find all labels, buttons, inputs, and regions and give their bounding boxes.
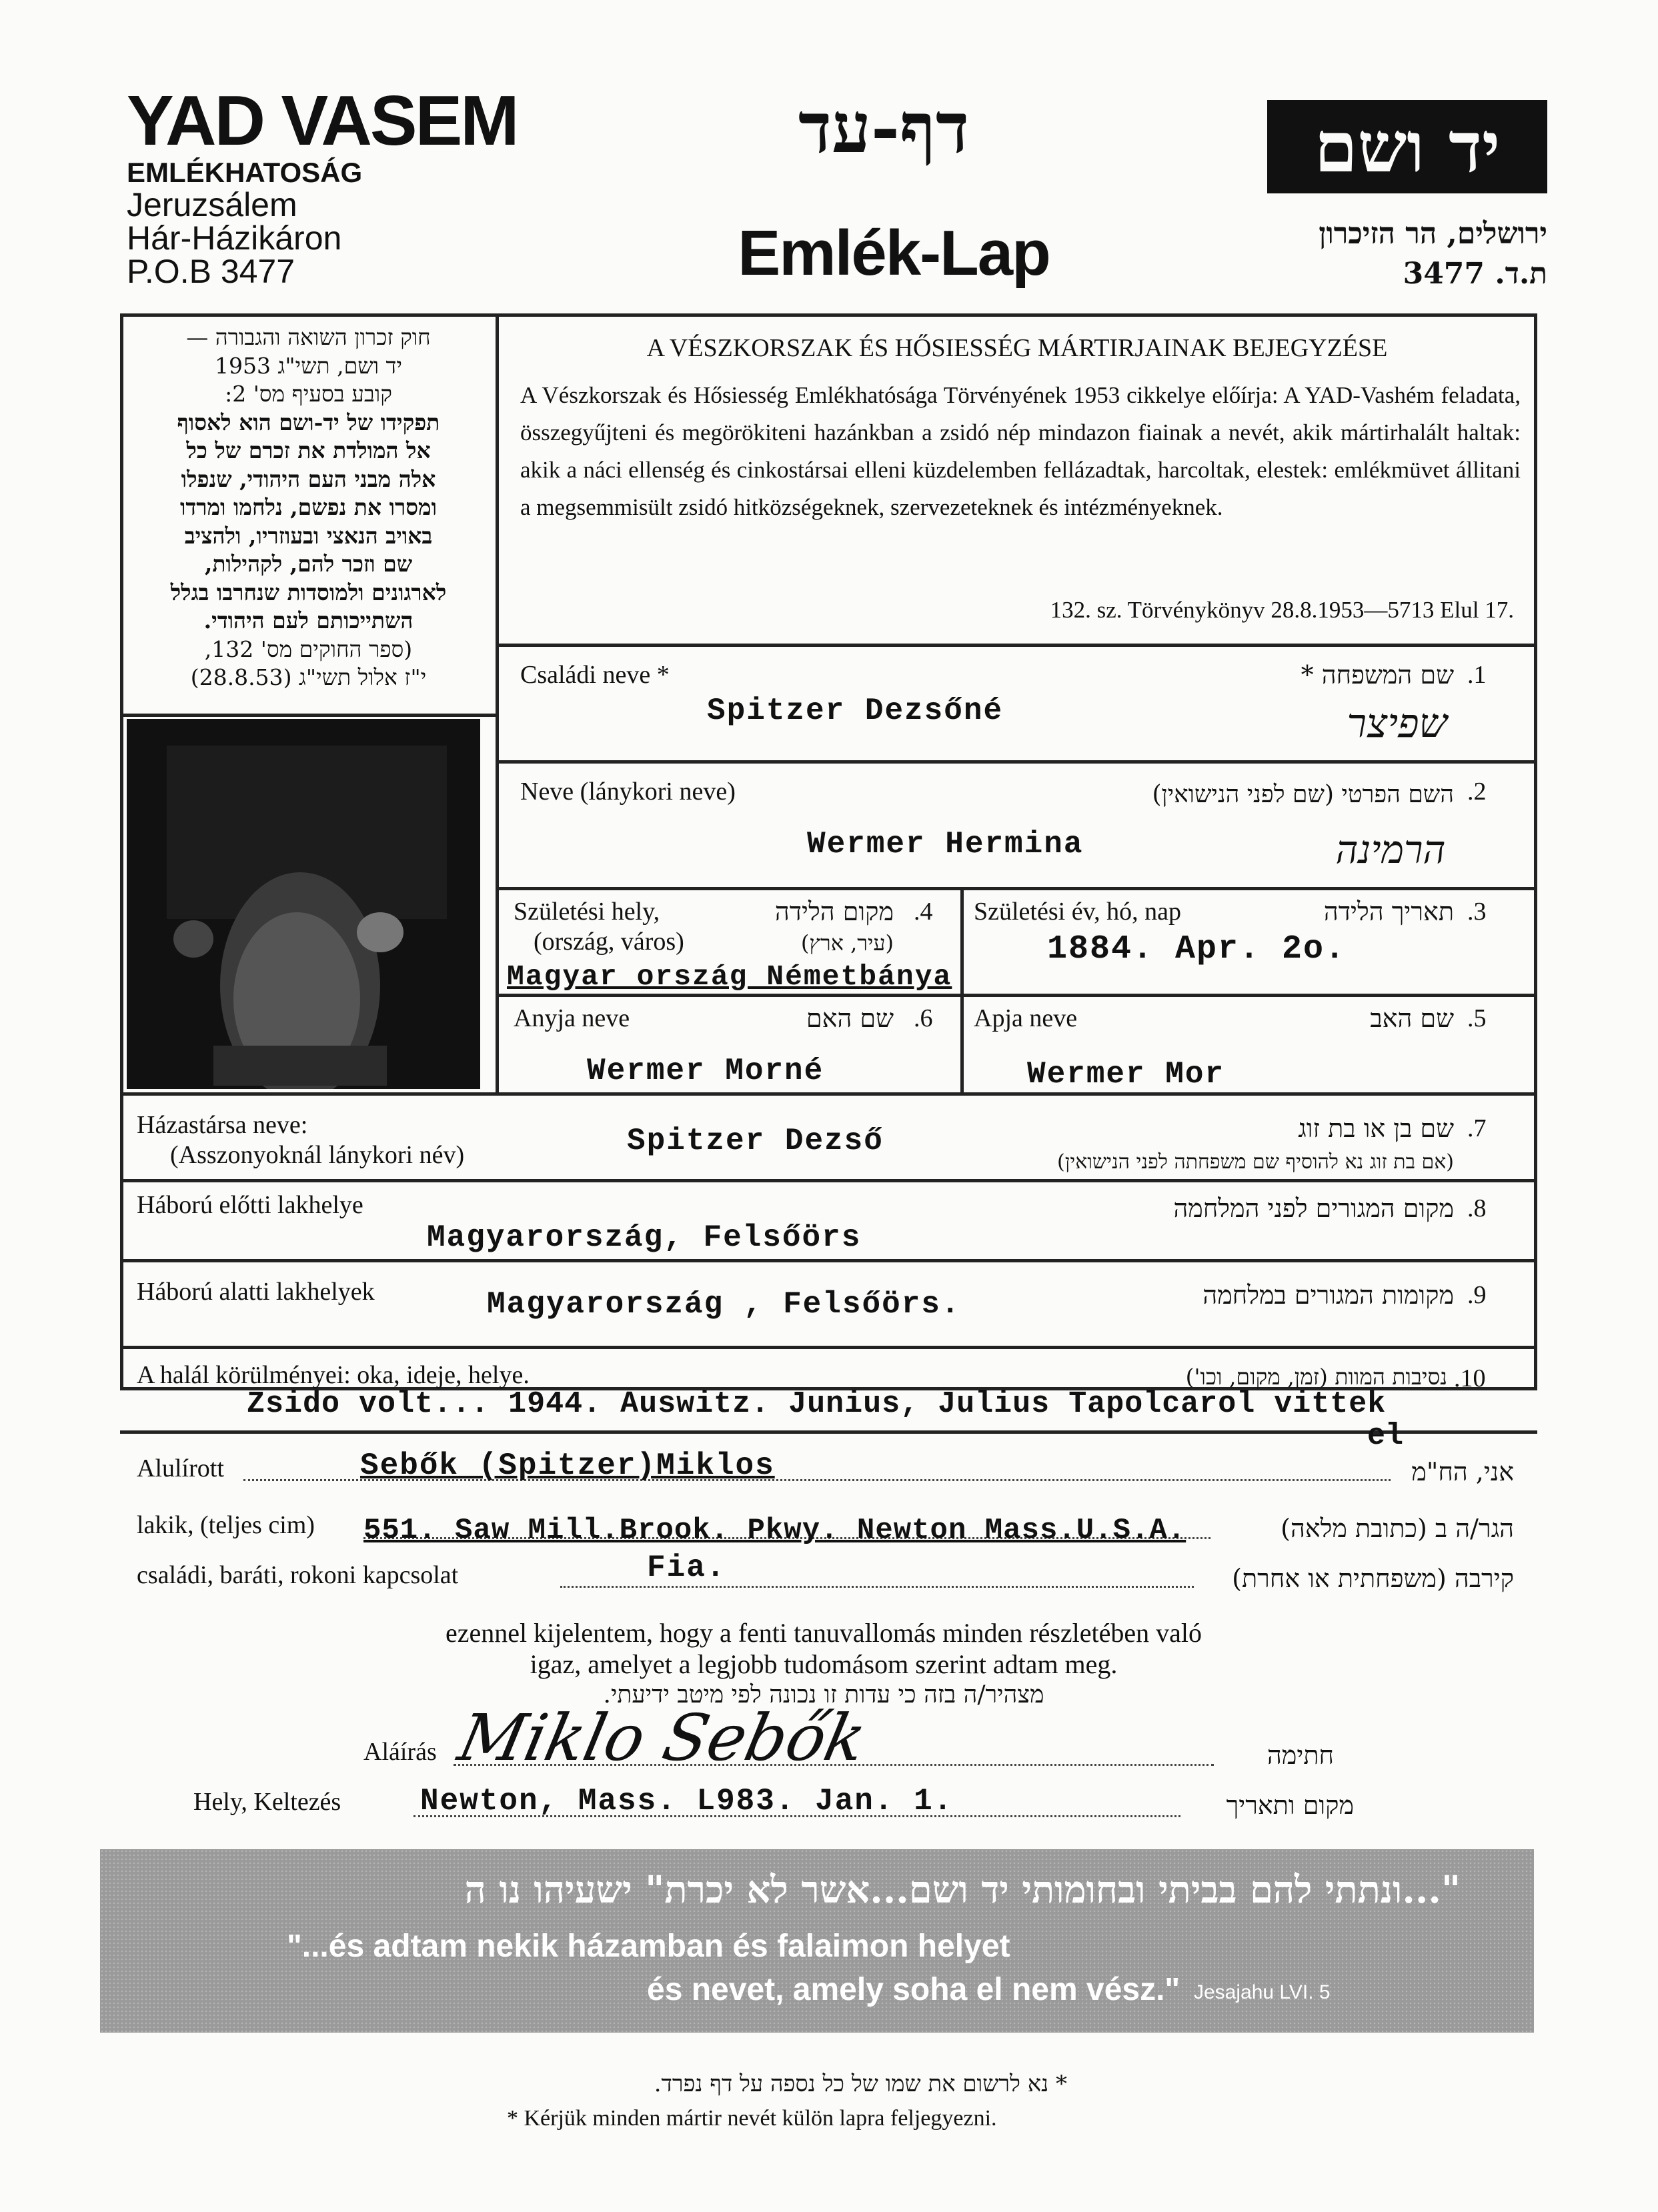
banner-source: Jesajahu LVI. 5 [1194, 1981, 1331, 2003]
intro-body: A Vészkorszak és Hősiesség Emlékhatósága Törvényének 1953 cikkelye előírja: A YAD-Vashém feladata, összegyűjteni és megörökiteni hazánkban a zsidó nép mindazon fiainak a nevét, akik mártirhalált haltak: akik a náci ellenség és cinkostársai elleni küzdelemben fellázadtak, harcoltak, elestek: emlékmüvet állitani a megsemmisült zsidó hitközségeknek, szervezeteknek és intézményeknek. [520, 382, 1521, 520]
law-line: (ספר החוקים מס' 132, [204, 636, 413, 662]
birth-place-label-2: (ország, város) [534, 928, 684, 956]
undersigned-value: Sebők (Spitzer)Miklos [360, 1448, 775, 1483]
signature-heb: חתימה [1267, 1741, 1334, 1770]
org-city: Jeruzsálem [127, 186, 297, 223]
org-authority: EMLÉKHATOSÁG [127, 157, 363, 188]
mother-name-value: Wermer Morné [587, 1054, 824, 1088]
org-pob: P.O.B 3477 [127, 253, 295, 290]
law-line: חוק זכרון השואה והגבורה — [186, 324, 431, 350]
father-name-heb: שם האב [1370, 1004, 1454, 1033]
field-num: .4 [914, 898, 933, 926]
victim-photo [127, 719, 480, 1089]
spouse-value: Spitzer Dezső [627, 1124, 884, 1158]
spouse-heb: שם בן או בת זוג [1298, 1114, 1454, 1143]
banner-line-1: "...és adtam nekik házamban és falaimon helyet [287, 1929, 1010, 1964]
wartime-residence-heb: מקומות המגורים במלחמה [1202, 1280, 1454, 1310]
place-date-heb: מקום ותאריך [1226, 1791, 1354, 1820]
death-circumstances-heb: נסיבות המוות (זמן, מקום, וכו') [1185, 1364, 1447, 1390]
wartime-residence-value: Magyarország , Felsőörs. [487, 1287, 961, 1322]
field-num: .7 [1467, 1114, 1487, 1142]
law-line: י"ז אלול תשי"ג (28.8.53) [190, 664, 427, 690]
field-num: .1 [1467, 661, 1487, 689]
mother-name-heb: שם האם [806, 1004, 894, 1033]
relation-label: családi, baráti, rokoni kapcsolat [137, 1561, 459, 1589]
form-title: Emlék-Lap [738, 217, 1050, 289]
header-left [127, 81, 518, 290]
spouse-label-2: (Asszonyoknál lánykori név) [170, 1141, 465, 1169]
field-num: .8 [1467, 1194, 1487, 1222]
address-value: 551. Saw Mill.Brook. Pkwy. Newton Mass.U.S.A. [363, 1514, 1186, 1547]
family-name-label: Családi neve * [520, 661, 670, 689]
pob-hebrew: ת.ד. 3477 [1403, 257, 1547, 291]
birth-place-heb: מקום הלידה [774, 897, 894, 926]
law-line: ומסרו את נפשם, נלחמו ומרדו [179, 494, 438, 520]
banner-hebrew: "...ונתתי להם בביתי ובחומותי יד ושם...אשר לא יכרת" ישעיהו נו ה [464, 1868, 1461, 1912]
field-num: .2 [1467, 778, 1487, 806]
family-name-heb: שם המשפחה * [1301, 660, 1454, 690]
relation-value: Fia. [647, 1550, 726, 1585]
spouse-label: Házastársa neve: [137, 1111, 308, 1139]
field-num: .10 [1454, 1364, 1486, 1392]
field-num: .9 [1467, 1281, 1487, 1309]
law-line: השתייכותם לעם היהודי. [203, 608, 413, 634]
banner-line-2: és nevet, amely soha el nem vész." [647, 1972, 1180, 2007]
law-box [133, 323, 484, 692]
field-num: .6 [914, 1004, 933, 1032]
field-num: .5 [1467, 1004, 1487, 1032]
law-line: שם וזכר להם, לקהילות, [204, 551, 413, 577]
law-line: תפקידו של יד-ושם הוא לאסוף [177, 409, 440, 435]
given-name-label: Neve (lánykori neve) [520, 778, 736, 806]
address-label: lakik, (teljes cim) [137, 1511, 315, 1539]
father-name-label: Apja neve [974, 1004, 1078, 1032]
birth-date-value: 1884. Apr. 2o. [1047, 930, 1347, 968]
footer-hebrew: * נא לרשום את שמו של כל נספה על דף נפרד. [654, 2071, 1067, 2097]
mother-name-label: Anyja neve [514, 1004, 630, 1032]
logo-text: יד ושם [1314, 105, 1501, 188]
prewar-residence-label: Háború előtti lakhelye [137, 1191, 363, 1219]
undersigned-label: Alulírott [137, 1454, 224, 1482]
birth-place-value: Magyar ország Németbánya [507, 960, 952, 993]
signature-label: Aláírás [363, 1738, 437, 1766]
place-date-label: Hely, Keltezés [193, 1788, 341, 1816]
law-line: באויב הנאצי ובעוזריו, ולהציב [184, 522, 433, 549]
law-line: אלה מבני העם היהודי, שנפלו [181, 465, 436, 492]
declaration-2: igaz, amelyet a legjobb tudomásom szerint adtam meg. [530, 1649, 1118, 1679]
address-hebrew: ירושלים, הר הזיכרון [1319, 217, 1547, 251]
yad-vashem-logo [1267, 100, 1547, 193]
birth-place-label: Születési hely, [514, 898, 660, 926]
death-circumstances-value-2: el [1367, 1419, 1404, 1453]
field-num: .3 [1467, 898, 1487, 926]
given-name-handwritten: הרמינה [1335, 827, 1446, 872]
address-heb: הגר/ה ב (כתובת מלאה) [1281, 1514, 1514, 1543]
undersigned-heb: אני, הח"מ [1411, 1457, 1514, 1486]
family-name-handwritten: שפיצר [1347, 700, 1447, 747]
hebrew-title: דף-עד [798, 87, 969, 169]
relation-heb: קירבה (משפחתית או אחרת) [1232, 1564, 1514, 1593]
given-name-heb: השם הפרטי (שם לפני הנישואין) [1152, 781, 1454, 808]
photo-image [127, 719, 480, 1089]
law-line: אל המולדת את זכרם של כל [186, 437, 431, 463]
declaration-heb: מצהיר/ה בזה כי עדות זו נכונה לפי מיטב ידיעתי. [603, 1681, 1044, 1709]
wartime-residence-label: Háború alatti lakhelyek [137, 1278, 375, 1306]
death-circumstances-value: Zsido volt... 1944. Auswitz. Junius, Julius Tapolcarol vittek [247, 1387, 1387, 1421]
intro-heading: A VÉSZKORSZAK ÉS HŐSIESSÉG MÁRTIRJAINAK BEJEGYZÉSE [646, 334, 1388, 362]
birth-date-label: Születési év, hó, nap [974, 898, 1181, 926]
death-circumstances-label: A halál körülményei: oka, ideje, helye. [137, 1361, 530, 1389]
family-name-value: Spitzer Dezsőné [707, 694, 1004, 728]
father-name-value: Wermer Mor [1027, 1057, 1225, 1092]
signature-value: Miklo Sebők [452, 1701, 873, 1775]
place-date-value: Newton, Mass. L983. Jan. 1. [420, 1784, 954, 1819]
law-line: יד ושם, תשי"ג 1953 [214, 352, 403, 379]
prewar-residence-value: Magyarország, Felsőörs [427, 1220, 862, 1255]
org-title: YAD VASEM [127, 81, 518, 160]
spouse-heb-2: (אם בת זוג נא להוסיף שם משפחתה לפני הנישואין) [1056, 1150, 1454, 1174]
birth-place-heb-2: (עיר, ארץ) [800, 930, 894, 956]
org-hill: Hár-Házikáron [127, 219, 342, 257]
given-name-value: Wermer Hermina [807, 827, 1084, 862]
prewar-residence-heb: מקום המגורים לפני המלחמה [1173, 1194, 1454, 1223]
birth-date-heb: תאריך הלידה [1323, 897, 1454, 926]
quote-banner [100, 1849, 1534, 2033]
law-line: קובע בסעיף מס' 2: [225, 381, 392, 407]
footer-hungarian: * Kérjük minden mártir nevét külön lapra feljegyezni. [507, 2106, 997, 2131]
intro-citation: 132. sz. Törvénykönyv 28.8.1953—5713 Elul 17. [1050, 597, 1514, 623]
declaration-1: ezennel kijelentem, hogy a fenti tanuvallomás minden részletében való [445, 1618, 1202, 1648]
law-line: לארגונים ולמוסדות שנחרבו בגלל [170, 579, 447, 606]
